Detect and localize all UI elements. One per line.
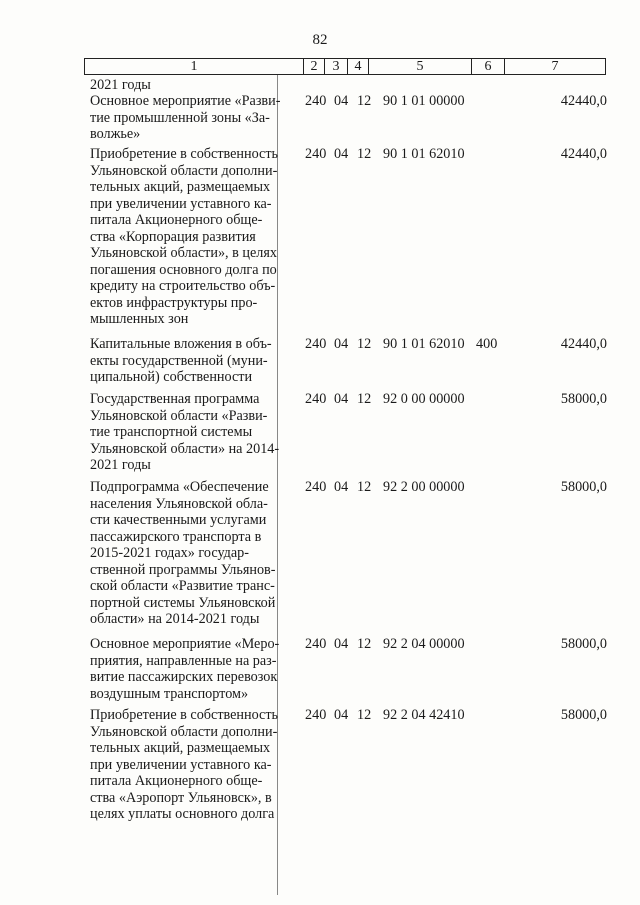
cell-c5: 90 1 01 00000 [383, 93, 465, 109]
description-line: Ульяновской области дополни- [90, 162, 278, 179]
cell-c3: 04 [334, 93, 349, 109]
description-line: населения Ульяновской обла- [90, 495, 268, 512]
description-line: пассажирского транспорта в [90, 528, 262, 545]
cell-c4: 12 [357, 336, 372, 352]
description-line: тельных акций, размещаемых [90, 740, 271, 756]
description-line: Подпрограмма «Обеспечение [90, 479, 269, 495]
cell-c3: 04 [334, 707, 349, 723]
description-line: области» на 2014-2021 годы [90, 611, 260, 627]
description-line: витие пассажирских перевозок [90, 669, 278, 685]
description-line: портной системы Ульяновской [90, 594, 276, 611]
description-line: при увеличении уставного ка- [90, 756, 272, 773]
row-description [90, 146, 296, 328]
description-line: мышленных зон [90, 311, 189, 327]
cell-c7: 58000,0 [560, 636, 607, 652]
description-line: Приобретение в собственность [90, 707, 279, 723]
cell-c2: 240 [305, 336, 327, 352]
cell-c7: 58000,0 [560, 391, 607, 407]
description-line: ства «Корпорация развития [90, 228, 256, 245]
cell-c7: 58000,0 [560, 707, 607, 723]
cell-c4: 12 [357, 146, 372, 162]
cell-c5: 92 2 04 00000 [383, 636, 465, 652]
description-line: питала Акционерного обще- [90, 773, 263, 789]
cell-c5: 90 1 01 62010 [383, 336, 465, 352]
cell-c5: 90 1 01 62010 [383, 146, 465, 162]
cell-c2: 240 [305, 636, 327, 652]
cell-c4: 12 [357, 707, 372, 723]
cell-c2: 240 [305, 391, 327, 407]
description-line: ственной программы Ульянов- [90, 561, 276, 578]
row-description [90, 93, 296, 143]
description-line: Основное мероприятие «Разви- [90, 93, 281, 109]
cell-c2: 240 [305, 707, 327, 723]
table-header [84, 58, 606, 75]
cell-c4: 12 [357, 479, 372, 495]
description-line: Капитальные вложения в объ- [90, 336, 272, 352]
cell-c6: 400 [476, 336, 498, 352]
description-line: Основное мероприятие «Меро- [90, 636, 280, 652]
description-line: тие транспортной системы [90, 424, 253, 440]
description-line: волжье» [90, 126, 141, 142]
page-number: 82 [312, 32, 328, 48]
description-line: питала Акционерного обще- [90, 212, 263, 228]
description-line: Ульяновской области дополни- [90, 723, 278, 740]
description-line: ской области «Развитие транс- [90, 578, 275, 594]
cell-c5: 92 2 04 42410 [383, 707, 465, 723]
cell-c4: 12 [357, 636, 372, 652]
cell-c7: 42440,0 [560, 146, 607, 162]
description-line: приятия, направленные на раз- [90, 652, 277, 669]
description-line: при увеличении уставного ка- [90, 195, 272, 212]
description-line: ектов инфраструктуры про- [90, 294, 258, 311]
cell-c4: 12 [357, 391, 372, 407]
row-description [90, 707, 296, 823]
header-col-7: 7 [551, 59, 559, 74]
cell-c2: 240 [305, 479, 327, 495]
description-line: екты государственной (муни- [90, 352, 268, 369]
description-line: тие промышленной зоны «За- [90, 109, 270, 126]
cell-c5: 92 0 00 00000 [383, 391, 465, 407]
description-line: Приобретение в собственность [90, 146, 279, 162]
header-col-4: 4 [354, 59, 362, 74]
description-line: 2015-2021 годах» государ- [90, 545, 249, 561]
row-description [90, 77, 296, 94]
description-line: Ульяновской области «Разви- [90, 407, 268, 424]
description-line: погашения основного долга по [90, 261, 277, 278]
header-col-6: 6 [484, 59, 492, 74]
description-line: Государственная программа [90, 391, 260, 407]
cell-c3: 04 [334, 336, 349, 352]
description-line: кредиту на строительство объ- [90, 278, 276, 294]
cell-c4: 12 [357, 93, 372, 109]
cell-c3: 04 [334, 146, 349, 162]
header-col-1: 1 [190, 59, 198, 74]
cell-c7: 42440,0 [560, 93, 607, 109]
cell-c5: 92 2 00 00000 [383, 479, 465, 495]
cell-c7: 42440,0 [560, 336, 607, 352]
description-line: ципальной) собственности [90, 369, 253, 385]
row-description [90, 391, 296, 474]
description-line: Ульяновской области» на 2014- [90, 440, 280, 457]
row-description [90, 336, 296, 386]
description-line: сти качественными услугами [90, 512, 267, 528]
cell-c2: 240 [305, 93, 327, 109]
cell-c3: 04 [334, 391, 349, 407]
description-line: тельных акций, размещаемых [90, 179, 271, 195]
description-line: целях уплаты основного долга [90, 806, 275, 822]
description-line: 2021 годы [90, 77, 151, 93]
cell-c7: 58000,0 [560, 479, 607, 495]
cell-c2: 240 [305, 146, 327, 162]
description-line: ства «Аэропорт Ульяновск», в [90, 789, 272, 806]
row-description [90, 636, 296, 702]
header-col-2: 2 [310, 59, 318, 74]
description-line: 2021 годы [90, 457, 151, 473]
header-col-5: 5 [416, 59, 424, 74]
cell-c3: 04 [334, 479, 349, 495]
description-line: воздушным транспортом» [90, 685, 249, 702]
header-col-3: 3 [332, 59, 340, 74]
row-description [90, 479, 296, 628]
cell-c3: 04 [334, 636, 349, 652]
description-line: Ульяновской области», в целях [90, 245, 277, 261]
